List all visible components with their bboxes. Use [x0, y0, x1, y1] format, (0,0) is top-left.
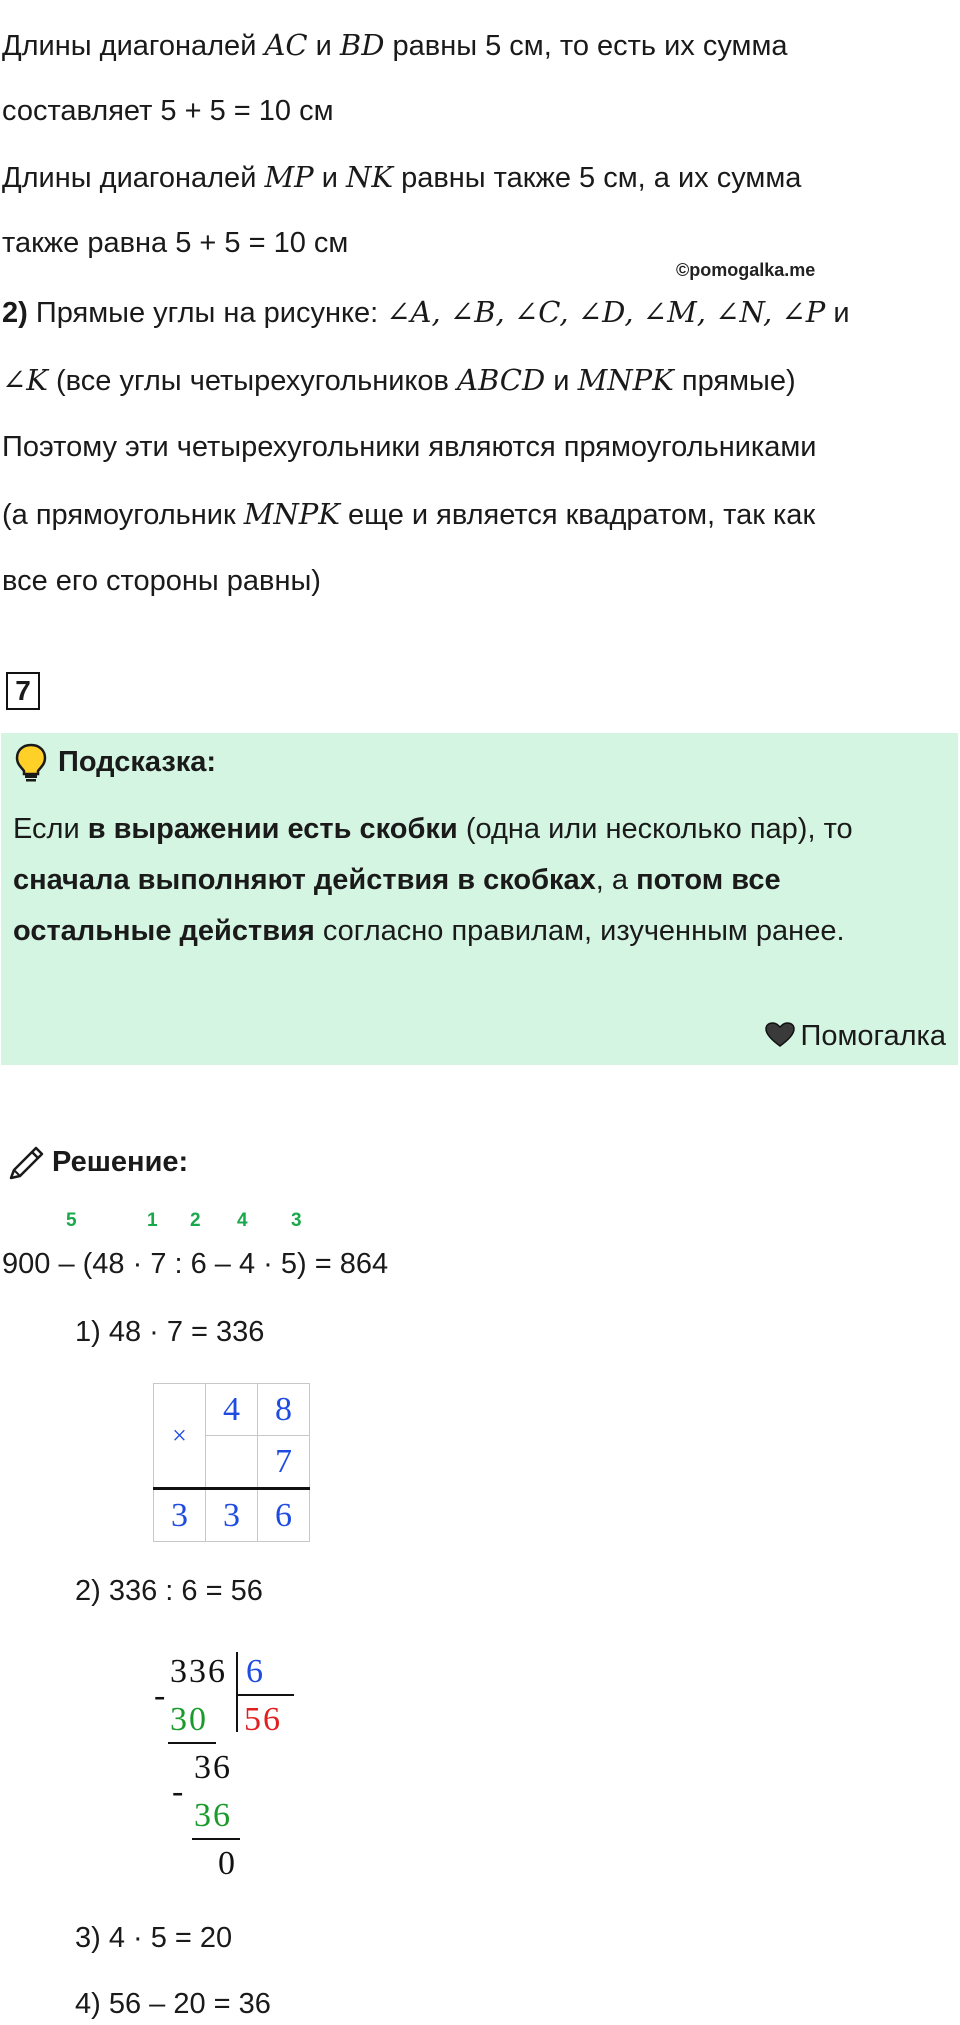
order-mark: 2 — [190, 1210, 201, 1231]
step-2: 2) 336 : 6 = 56 — [75, 1575, 263, 1607]
digit-cell: 4 — [206, 1384, 258, 1436]
hint-title: Подсказка: — [58, 746, 217, 778]
pencil-icon — [6, 1140, 48, 1182]
order-mark: 4 — [237, 1210, 248, 1231]
heart-icon — [765, 1022, 795, 1048]
expression: 900 – (48 · 7 : 6 – 4 · 5) = 864 — [2, 1248, 389, 1280]
division-bar — [236, 1652, 238, 1732]
subtrahend-1: 30 — [170, 1701, 208, 1738]
divisor: 6 — [246, 1653, 265, 1690]
multiplication-table — [153, 1383, 310, 1542]
text-line-5: 2) Прямые углы на рисунке: ∠A, ∠B, ∠C, ∠D, ∠M, ∠N, ∠P и — [2, 295, 850, 329]
minus-sign: - — [172, 1773, 186, 1810]
subtract-line-2 — [192, 1838, 240, 1840]
order-mark: 1 — [147, 1210, 158, 1231]
solution-title: Решение: — [52, 1146, 189, 1178]
quotient: 56 — [244, 1701, 282, 1738]
text-line-1: Длины диагоналей AC и BD равны 5 см, то есть их сумма — [2, 28, 788, 62]
remainder: 0 — [218, 1845, 237, 1882]
order-mark: 5 — [66, 1210, 77, 1231]
hint-text: Если в выражении есть скобки (одна или несколько пар), то сначала выполняют действия в скобках, а потом все остальные действия согласно правилам, изученным ранее. — [13, 813, 853, 947]
brand-label: Помогалка — [800, 1020, 946, 1052]
watermark: ©pomogalka.me — [676, 260, 816, 280]
task-number-box: 7 — [6, 672, 40, 710]
text-line-6: ∠K (все углы четырехугольников ABCD и MNPK прямые) — [2, 363, 796, 397]
multiply-sign: × — [154, 1384, 206, 1489]
step-3: 3) 4 · 5 = 20 — [75, 1922, 233, 1954]
result-digit: 3 — [206, 1489, 258, 1542]
text-line-9: все его стороны равны) — [2, 565, 321, 597]
text-line-3: Длины диагоналей MP и NK равны также 5 см, а их сумма — [2, 160, 802, 194]
text-line-4: также равна 5 + 5 = 10 см — [2, 227, 349, 259]
step-1: 1) 48 · 7 = 336 — [75, 1316, 265, 1348]
remainder-1: 36 — [194, 1749, 232, 1786]
result-digit: 3 — [154, 1489, 206, 1542]
lightbulb-icon — [14, 742, 48, 782]
quotient-line — [238, 1694, 294, 1696]
text-line-2: составляет 5 + 5 = 10 см — [2, 95, 334, 127]
step-4: 4) 56 – 20 = 36 — [75, 1988, 271, 2020]
digit-cell — [206, 1436, 258, 1489]
text-line-7: Поэтому эти четырехугольники являются прямоугольниками — [2, 431, 817, 463]
subtract-line-1 — [168, 1742, 216, 1744]
digit-cell: 8 — [258, 1384, 310, 1436]
minus-sign: - — [154, 1677, 168, 1714]
result-digit: 6 — [258, 1489, 310, 1542]
order-mark: 3 — [291, 1210, 302, 1231]
subtrahend-2: 36 — [194, 1797, 232, 1834]
dividend: 336 — [170, 1653, 227, 1690]
digit-cell: 7 — [258, 1436, 310, 1489]
brand-signature — [765, 1016, 946, 1056]
text-line-8: (а прямоугольник MNPK еще и является квадратом, так как — [2, 497, 816, 531]
